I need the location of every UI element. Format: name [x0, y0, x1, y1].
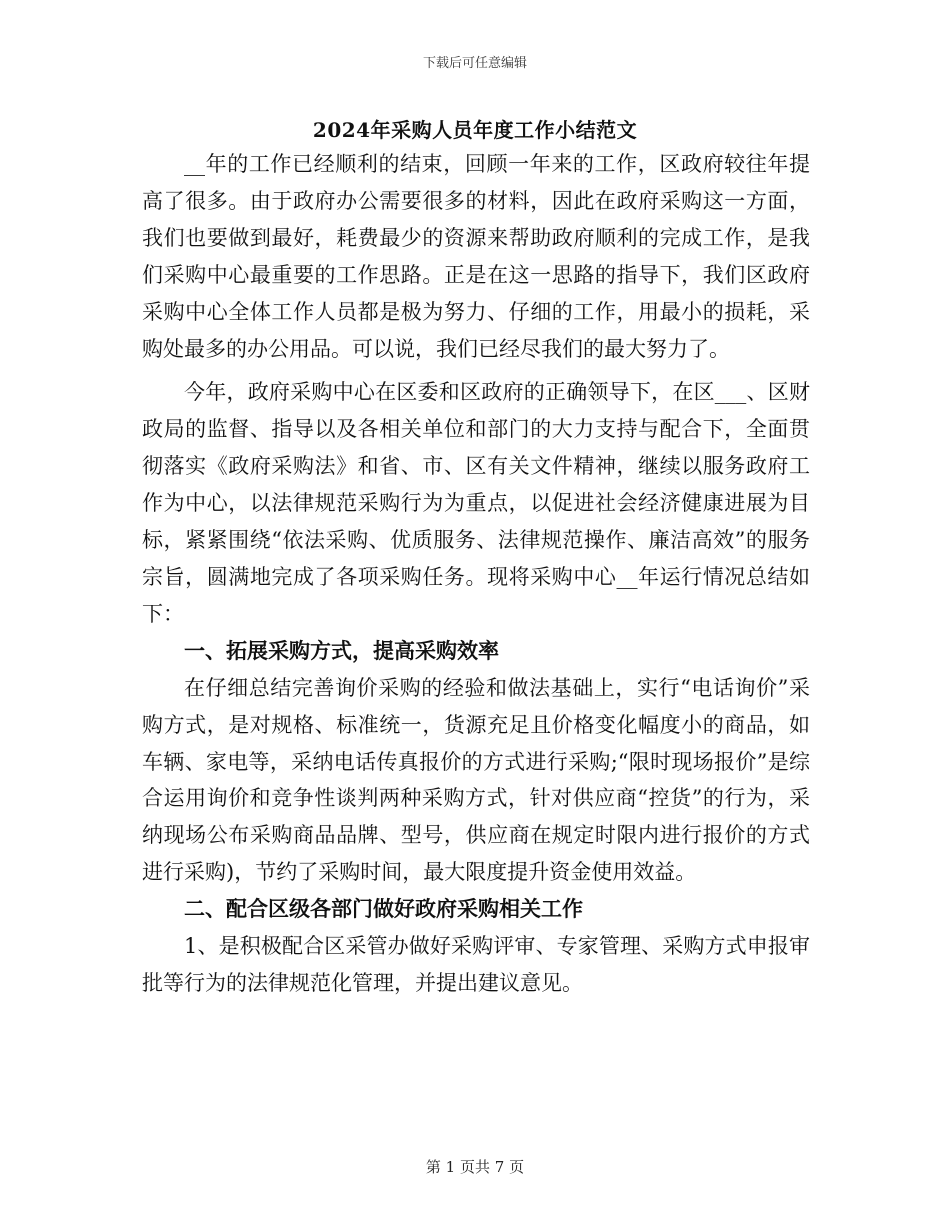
document-title: 2024年采购人员年度工作小结范文 — [312, 118, 638, 142]
paragraph-section-2-item-1: 1、是积极配合区采管办做好采购评审、专家管理、采购方式申报审批等行为的法律规范化管理，并提出建议意见。 — [142, 934, 810, 995]
page-number: 第 1 页共 7 页 — [425, 1158, 525, 1176]
paragraph-intro: __年的工作已经顺利的结束，回顾一年来的工作，区政府较往年提高了很多。由于政府办公需要很多的材料，因此在政府采购这一方面，我们也要做到最好，耗费最少的资源来帮助政府顺利的完成工作，是我们采购中心最重要的工作思路。正是在这一思路的指导下，我们区政府采购中心全体工作人员都是极为努力、仔细的工作，用最小的损耗，采购处最多的办公用品。可以说，我们已经尽我们的最大努力了。 — [142, 152, 810, 361]
section-heading-1: 一、拓展采购方式，提高采购效率 — [184, 637, 499, 663]
paragraph-section-1: 在仔细总结完善询价采购的经验和做法基础上，实行“电话询价”采购方式，是对规格、标准统一，货源充足且价格变化幅度小的商品，如车辆、家电等，采纳电话传真报价的方式进行采购;“限时现场报价”是综合运用询价和竞争性谈判两种采购方式，针对供应商“控货”的行为，采纳现场公布采购商品品牌、型号，供应商在规定时限内进行报价的方式进行采购)，节约了采购时间，最大限度提升资金使用效益。 — [142, 675, 810, 885]
paragraph-overview: 今年，政府采购中心在区委和区政府的正确领导下，在区___、区财政局的监督、指导以及各相关单位和部门的大力支持与配合下，全面贯彻落实《政府采购法》和省、市、区有关文件精神，继续以服务政府工作为中心，以法律规范采购行为为重点，以促进社会经济健康进展为目标，紧紧围绕“依法采购、优质服务、法律规范操作、廉洁高效”的服务宗旨，圆满地完成了各项采购任务。现将采购中心__年运行情况总结如下： — [142, 380, 810, 626]
document-body — [142, 146, 810, 1002]
page-header-note: 下载后可任意编辑 — [422, 56, 527, 71]
section-heading-2: 二、配合区级各部门做好政府采购相关工作 — [184, 896, 583, 922]
